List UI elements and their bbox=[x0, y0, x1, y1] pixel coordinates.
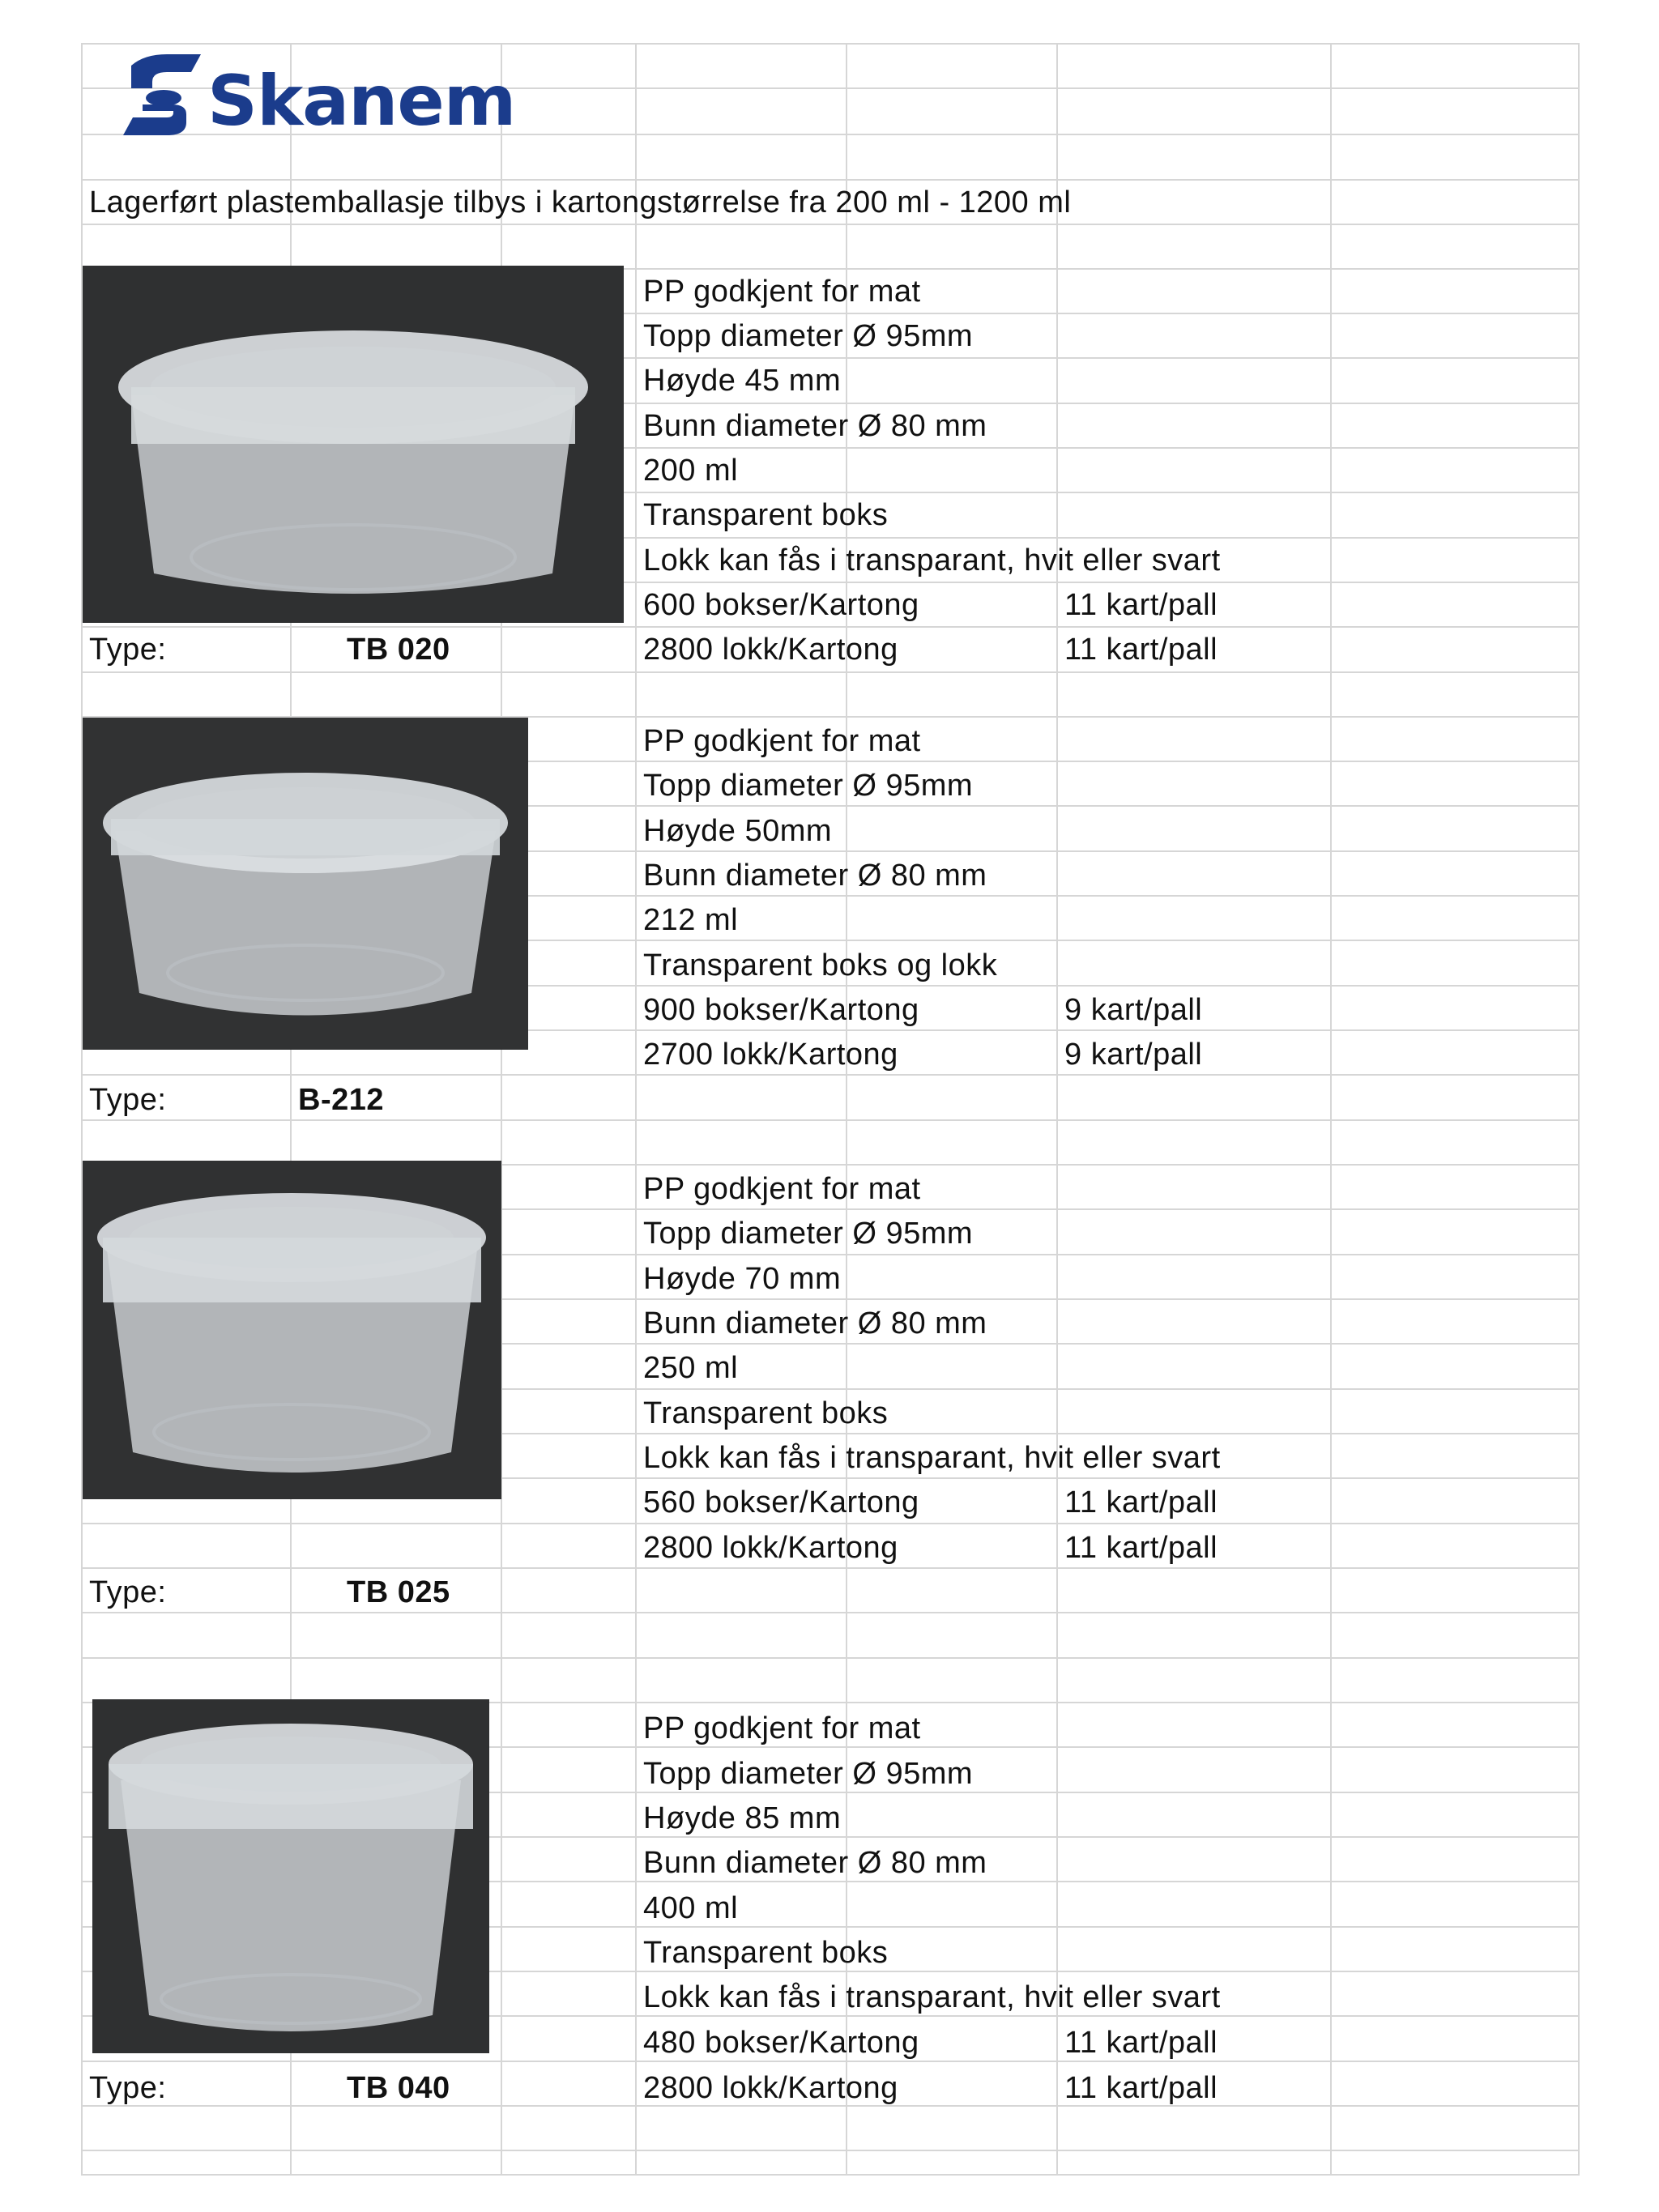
spec-line: PP godkjent for mat bbox=[643, 1172, 921, 1206]
brand-name: Skanem bbox=[207, 61, 516, 142]
packaging-carton: 2800 lokk/Kartong bbox=[643, 633, 898, 667]
spec-line: Transparent boks bbox=[643, 498, 889, 532]
packaging-pallet: 11 kart/pall bbox=[1064, 1531, 1218, 1565]
type-label: Type: bbox=[89, 2071, 167, 2105]
product-code: B-212 bbox=[298, 1083, 384, 1117]
spec-line: 200 ml bbox=[643, 454, 739, 488]
skanem-logo bbox=[120, 48, 549, 147]
packaging-pallet: 11 kart/pall bbox=[1064, 2026, 1218, 2060]
spec-line: Bunn diameter Ø 80 mm bbox=[643, 1306, 987, 1340]
product-photo-tb040 bbox=[92, 1699, 489, 2053]
spec-line: Topp diameter Ø 95mm bbox=[643, 769, 974, 803]
packaging-pallet: 11 kart/pall bbox=[1064, 2071, 1218, 2105]
packaging-pallet: 11 kart/pall bbox=[1064, 588, 1218, 622]
packaging-carton: 560 bokser/Kartong bbox=[643, 1485, 919, 1519]
product-photo-b212 bbox=[83, 718, 528, 1050]
spec-line: 400 ml bbox=[643, 1891, 739, 1925]
spec-line: PP godkjent for mat bbox=[643, 724, 921, 758]
packaging-pallet: 11 kart/pall bbox=[1064, 1485, 1218, 1519]
spec-line: Høyde 70 mm bbox=[643, 1262, 842, 1296]
spec-line: 250 ml bbox=[643, 1351, 739, 1385]
spec-line: PP godkjent for mat bbox=[643, 1711, 921, 1745]
packaging-carton: 600 bokser/Kartong bbox=[643, 588, 919, 622]
packaging-carton: 480 bokser/Kartong bbox=[643, 2026, 919, 2060]
spec-line: Høyde 45 mm bbox=[643, 364, 842, 398]
packaging-carton: 2700 lokk/Kartong bbox=[643, 1038, 898, 1072]
spec-line: Bunn diameter Ø 80 mm bbox=[643, 859, 987, 893]
spec-line: Bunn diameter Ø 80 mm bbox=[643, 1846, 987, 1880]
intro-text: Lagerført plastemballasje tilbys i kartongstørrelse fra 200 ml - 1200 ml bbox=[89, 185, 1072, 219]
spec-line: Transparent boks og lokk bbox=[643, 948, 998, 982]
spec-line: Høyde 50mm bbox=[643, 814, 833, 848]
spec-line: Transparent boks bbox=[643, 1396, 889, 1430]
packaging-carton: 900 bokser/Kartong bbox=[643, 993, 919, 1027]
spec-line: PP godkjent for mat bbox=[643, 275, 921, 309]
spec-line: Bunn diameter Ø 80 mm bbox=[643, 409, 987, 443]
spec-line: Topp diameter Ø 95mm bbox=[643, 319, 974, 353]
spec-line: Lokk kan fås i transparant, hvit eller svart bbox=[643, 1980, 1221, 2014]
product-code: TB 020 bbox=[347, 633, 450, 667]
spec-line: Høyde 85 mm bbox=[643, 1801, 842, 1835]
spec-line: Transparent boks bbox=[643, 1936, 889, 1970]
product-code: TB 025 bbox=[347, 1575, 450, 1609]
spec-line: Lokk kan fås i transparant, hvit eller svart bbox=[643, 1441, 1221, 1475]
type-label: Type: bbox=[89, 1083, 167, 1117]
packaging-carton: 2800 lokk/Kartong bbox=[643, 2071, 898, 2105]
spreadsheet bbox=[81, 43, 1580, 2176]
spec-line: Lokk kan fås i transparant, hvit eller svart bbox=[643, 543, 1221, 578]
spec-line: Topp diameter Ø 95mm bbox=[643, 1757, 974, 1791]
spec-line: 212 ml bbox=[643, 903, 739, 937]
spec-line: Topp diameter Ø 95mm bbox=[643, 1217, 974, 1251]
product-code: TB 040 bbox=[347, 2071, 450, 2105]
packaging-pallet: 9 kart/pall bbox=[1064, 993, 1203, 1027]
type-label: Type: bbox=[89, 633, 167, 667]
product-photo-tb020 bbox=[83, 266, 624, 623]
type-label: Type: bbox=[89, 1575, 167, 1609]
packaging-pallet: 9 kart/pall bbox=[1064, 1038, 1203, 1072]
product-photo-tb025 bbox=[83, 1161, 501, 1499]
packaging-pallet: 11 kart/pall bbox=[1064, 633, 1218, 667]
packaging-carton: 2800 lokk/Kartong bbox=[643, 1531, 898, 1565]
